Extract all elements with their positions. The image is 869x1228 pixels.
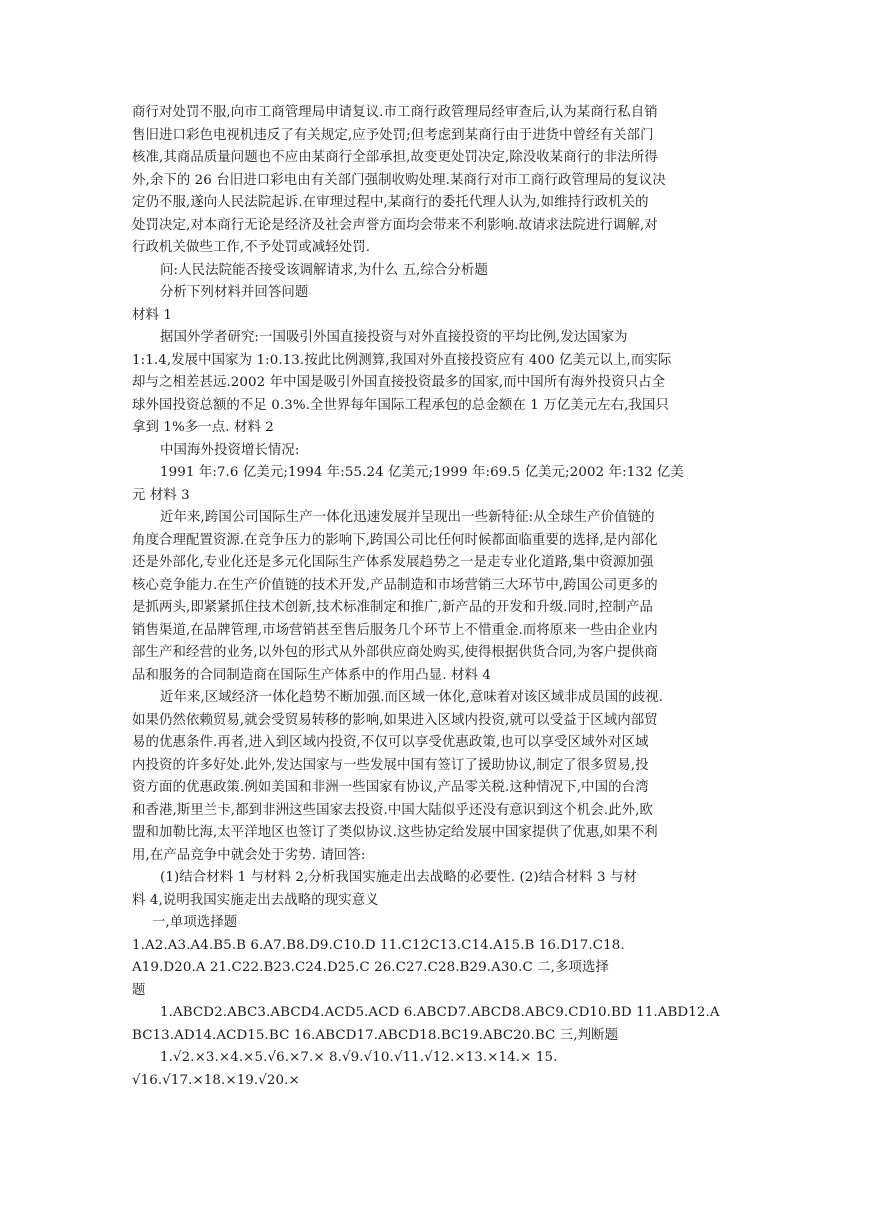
text-line: 分析下列材料并回答问题	[160, 285, 309, 300]
text-line: 和香港,斯里兰卡,都到非洲这些国家去投资.中国大陆似乎还没有意识到这个机会.此外,欧	[132, 802, 653, 818]
text-line: 料 4,说明我国实施走出去战略的现实意义	[132, 892, 379, 908]
text-line: 售旧进口彩色电视机违反了有关规定,应予处罚;但考虑到某商行由于进货中曾经有关部门	[132, 127, 654, 143]
document-page	[132, 102, 744, 1092]
text-line: 题	[132, 982, 146, 998]
text-line: 近年来,跨国公司国际生产一体化迅速发展并呈现出一些新特征:从全球生产价值链的	[160, 510, 655, 525]
text-line: 却与之相差甚远.2002 年中国是吸引外国直接投资最多的国家,而中国所有海外投资只占全	[132, 375, 666, 390]
text-line: 内投资的许多好处.此外,发达国家与一些发展中国有签订了援助协议,制定了很多贸易,投	[132, 757, 649, 773]
text-line: 定仍不服,遂向人民法院起诉.在审理过程中,某商行的委托代理人认为,如维持行政机关的	[132, 195, 649, 210]
text-line: 易的优惠条件.再者,进入到区域内投资,不仅可以享受优惠政策,也可以享受区域外对区域	[132, 735, 649, 750]
text-line: 用,在产品竞争中就会处于劣势. 请回答:	[132, 847, 366, 863]
text-line: 还是外部化,专业化还是多元化国际生产体系发展趋势之一是走专业化道路,集中资源加强	[132, 555, 654, 570]
text-line: 行政机关做些工作,不予处罚或减轻处罚.	[132, 240, 371, 255]
text-line: 盟和加勒比海,太平洋地区也签订了类似协议.这些协定给发展中国家提供了优惠,如果不利	[132, 825, 658, 840]
text-line: 是抓两头,即紧紧抓住技术创新,技术标准制定和推广,新产品的开发和升级.同时,控制产品	[132, 600, 653, 615]
text-line: 处罚决定,对本商行无论是经济及社会声誉方面均会带来不利影响.故请求法院进行调解,对	[132, 217, 658, 233]
text-line: 销售渠道,在品牌管理,市场营销甚至售后服务几个环节上不惜重金.而将原来一些由企业内	[132, 622, 658, 638]
text-line: 1.√2.×3.×4.×5.√6.×7.× 8.√9.√10.√11.√12.×13.×14.× 15.	[160, 1050, 558, 1065]
text-line: 拿到 1%多一点. 材料 2	[132, 420, 274, 435]
text-line: 核心竞争能力.在生产价值链的技术开发,产品制造和市场营销三大环节中,跨国公司更多的	[132, 577, 658, 593]
text-line: 部生产和经营的业务,以外包的形式从外部供应商处购买,使得根据供货合同,为客户提供商	[132, 645, 658, 660]
text-line: A19.D20.A 21.C22.B23.C24.D25.C 26.C27.C28.B29.A30.C 二,多项选择	[132, 960, 609, 975]
text-line: 中国海外投资增长情况:	[160, 442, 300, 458]
text-line: 材料 1	[132, 307, 172, 323]
text-line: 1991 年:7.6 亿美元;1994 年:55.24 亿美元;1999 年:69.5 亿美元;2002 年:132 亿美	[160, 465, 684, 480]
text-line: 商行对处罚不服,向市工商管理局申请复议.市工商行政管理局经审查后,认为某商行私自销	[132, 105, 658, 120]
text-line: 外,余下的 26 台旧进口彩电由有关部门强制收购处理.某商行对市工商行政管理局的复议决	[132, 172, 666, 188]
text-line: 问:人民法院能否接受该调解请求,为什么 五,综合分析题	[160, 262, 488, 278]
text-line: 资方面的优惠政策.例如美国和非洲一些国家有协议,产品零关税.这种情况下,中国的台湾	[132, 780, 649, 795]
text-line: √16.√17.×18.×19.√20.×	[132, 1072, 300, 1088]
text-line: (1)结合材料 1 与材料 2,分析我国实施走出去战略的必要性. (2)结合材料 3 与材	[160, 870, 637, 885]
text-line: 球外国投资总额的不足 0.3%.全世界每年国际工程承包的总金额在 1 万亿美元左右,我国只	[132, 397, 669, 413]
text-line: 1.ABCD2.ABC3.ABCD4.ACD5.ACD 6.ABCD7.ABCD8.ABC9.CD10.BD 11.ABD12.A	[160, 1005, 720, 1020]
text-line: 1:1.4,发展中国家为 1:0.13.按此比例测算,我国对外直接投资应有 400 亿美元以上,而实际	[132, 352, 672, 368]
text-line: 一,单项选择题	[152, 915, 238, 930]
text-line: 品和服务的合同制造商在国际生产体系中的作用凸显. 材料 4	[132, 667, 491, 683]
text-line: 核准,其商品质量问题也不应由某商行全部承担,故变更处罚决定,除没收某商行的非法所得	[132, 150, 658, 165]
text-line: 如果仍然依赖贸易,就会受贸易转移的影响,如果进入区域内投资,就可以受益于区域内部贸	[132, 712, 658, 728]
text-line: 元 材料 3	[132, 487, 190, 503]
text-line: BC13.AD14.ACD15.BC 16.ABCD17.ABCD18.BC19.ABC20.BC 三,判断题	[132, 1027, 619, 1043]
text-line: 据国外学者研究:一国吸引外国直接投资与对外直接投资的平均比例,发达国家为	[160, 330, 628, 345]
text-line: 1.A2.A3.A4.B5.B 6.A7.B8.D9.C10.D 11.C12C13.C14.A15.B 16.D17.C18.	[132, 937, 625, 953]
text-line: 近年来,区域经济一体化趋势不断加强.而区域一体化,意味着对该区域非成员国的歧视.	[160, 690, 664, 705]
text-line: 角度合理配置资源.在竞争压力的影响下,跨国公司比任何时候都面临重要的选择,是内部化	[132, 532, 658, 548]
